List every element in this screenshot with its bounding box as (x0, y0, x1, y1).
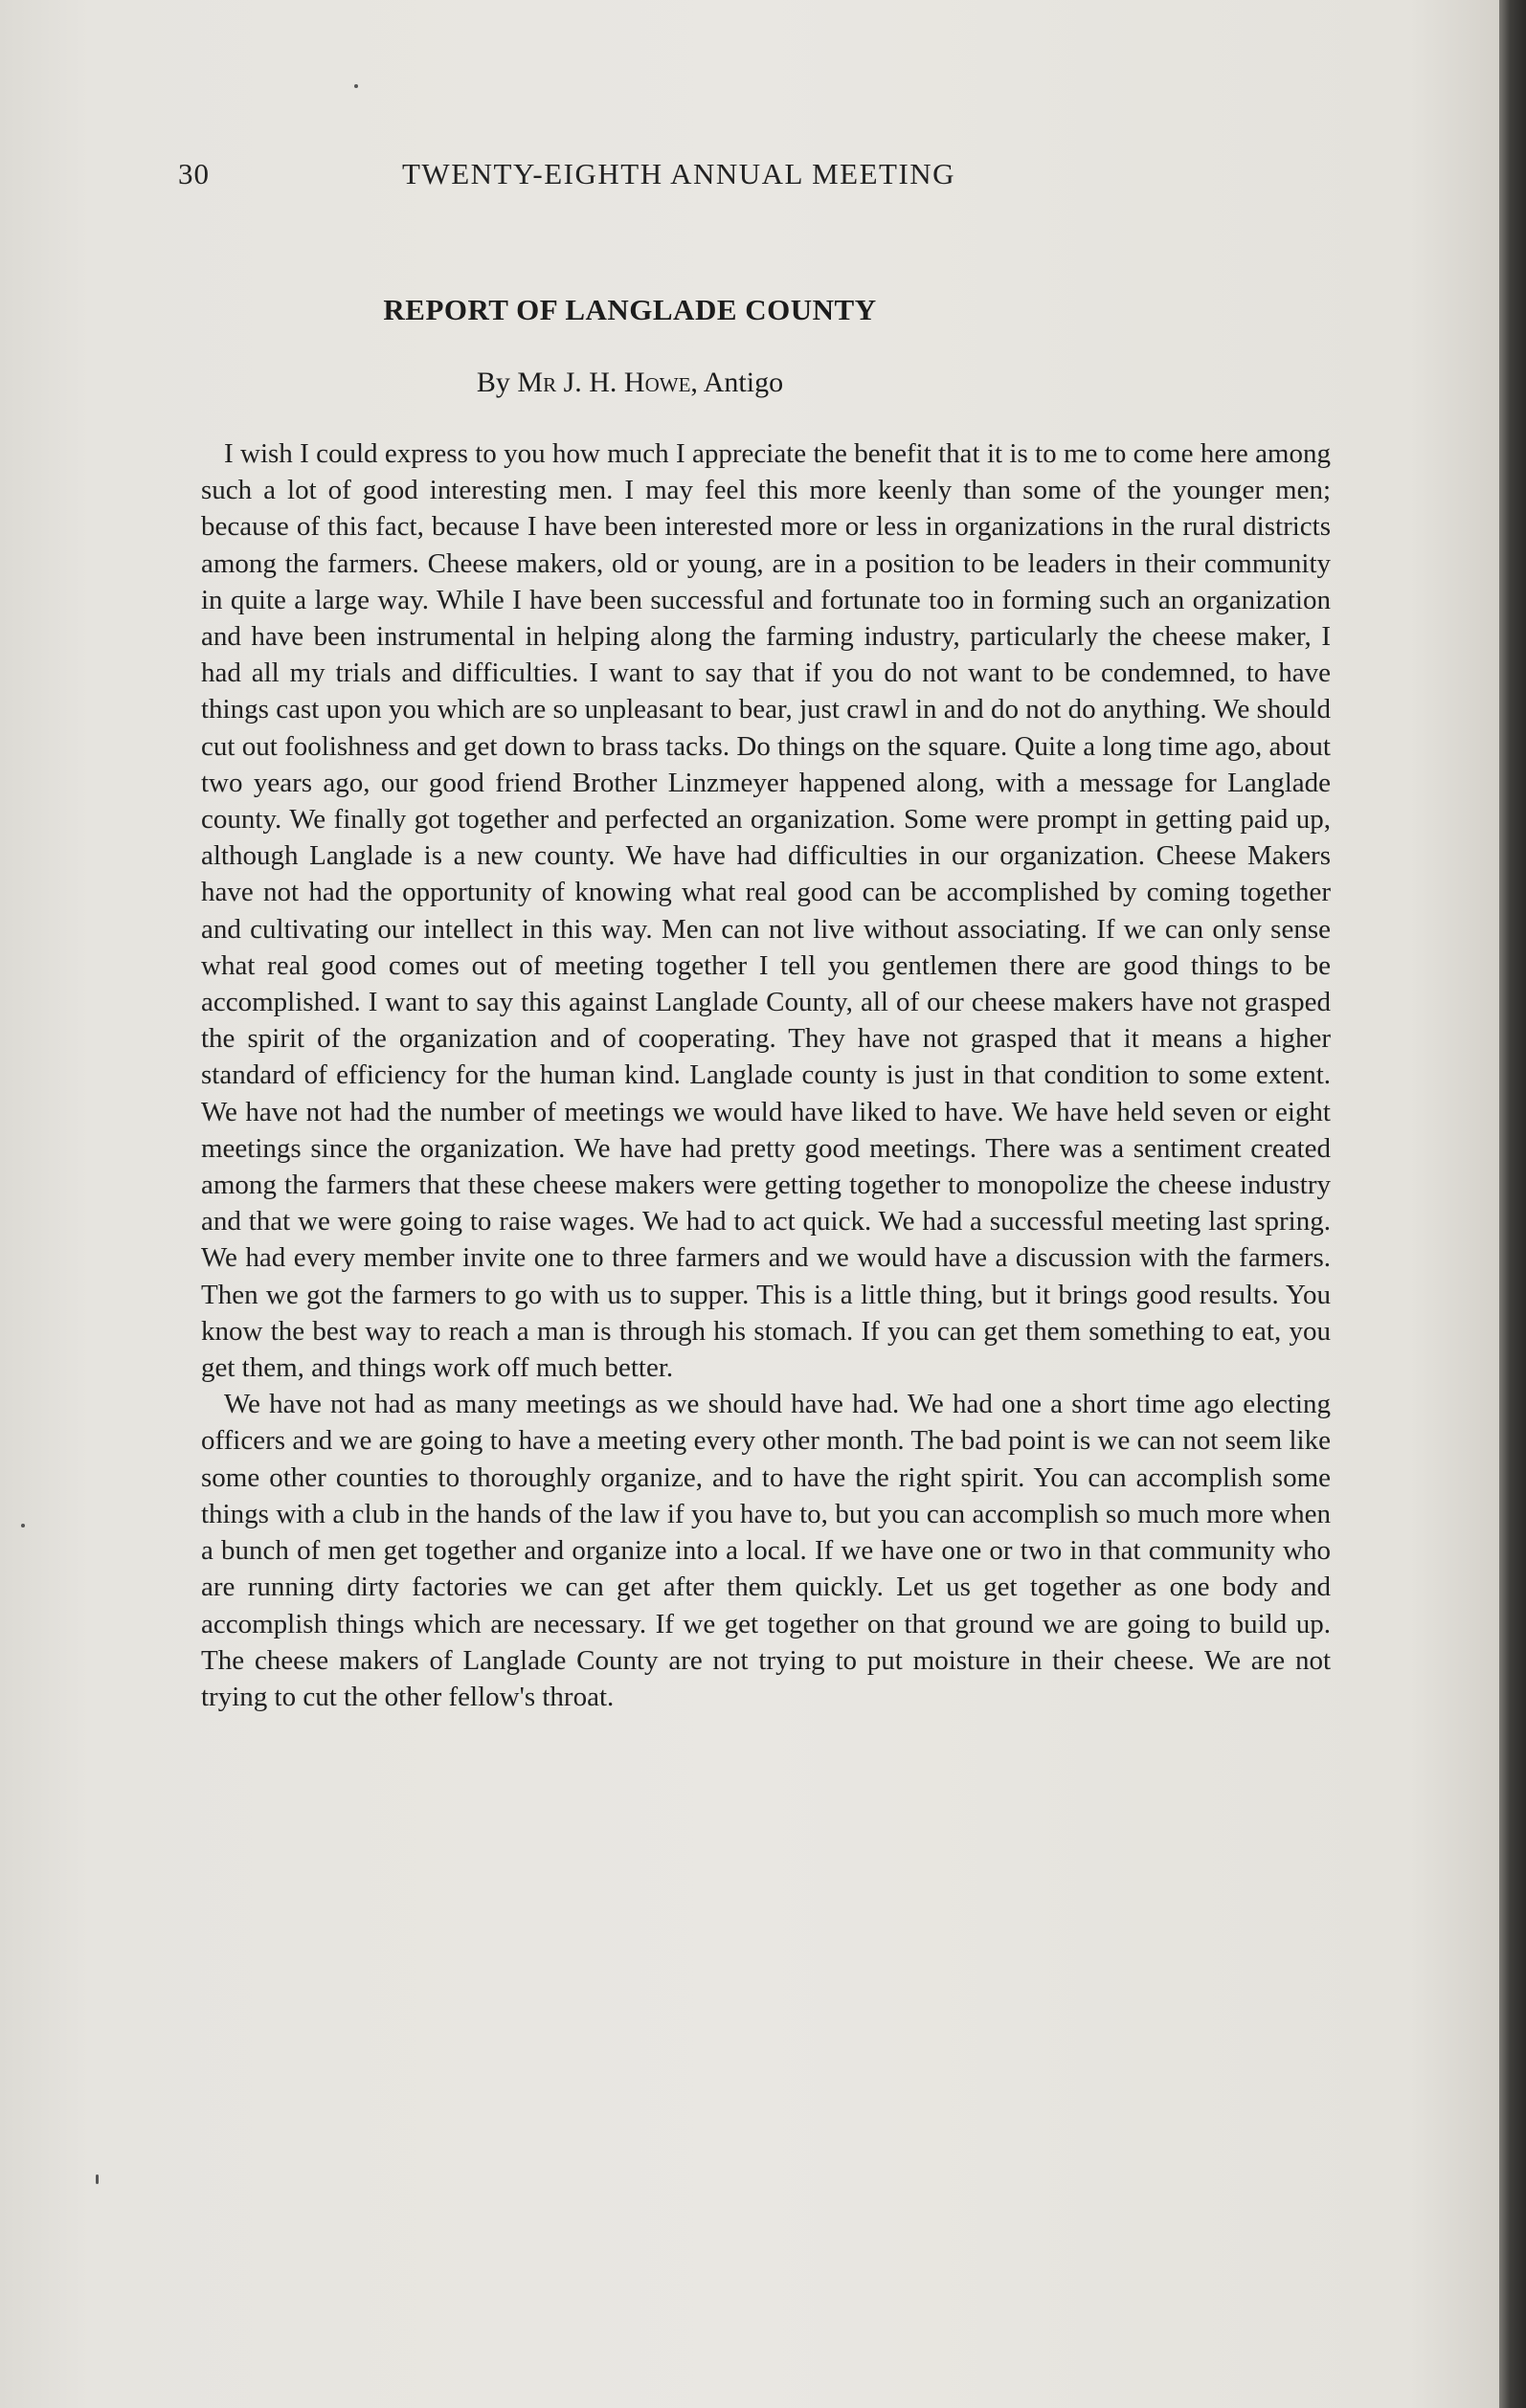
byline-place: , Antigo (690, 367, 784, 398)
byline (178, 367, 1082, 399)
article-body (201, 435, 1331, 1715)
scan-speck (96, 2174, 99, 2184)
byline-prefix: By (476, 367, 510, 398)
scan-speck (354, 84, 358, 88)
article-title: REPORT OF LANGLADE COUNTY (383, 293, 877, 326)
running-head-title: TWENTY-EIGHTH ANNUAL MEETING (402, 157, 956, 190)
page-edge-shadow (1499, 0, 1526, 2408)
scan-speck (21, 1524, 25, 1527)
paragraph-2: We have not had as many meetings as we should have had. We had one a short time ago electing officers and we are going to have a meeting every other month. The bad point is we can not seem like some other counties to thoroughly organize, and to have the right spirit. You can accomplish some things with a club in the hands of the law if you have to, but you can accomplish so much more when a bunch of men get together and organize into a local. If we have one or two in that community who are running dirty factories we can get after them quickly. Let us get together as one body and accomplish things which are necessary. If we get together on that ground we are going to build up. The cheese makers of Langlade County are not trying to put moisture in their cheese. We are not trying to cut the other fellow's throat. (201, 1389, 1331, 1712)
byline-author: Mr J. H. Howe (517, 367, 691, 398)
page-number: 30 (178, 157, 210, 190)
running-head (178, 157, 1082, 199)
paragraph-1: I wish I could express to you how much I appreciate the benefit that it is to me to come here among such a lot of good interesting men. I may feel this more keenly than some of the younger men; because of this fact, because I have been interested more or less in organizations in the rural districts among the farmers. Cheese makers, old or young, are in a position to be leaders in their community in quite a large way. While I have been successful and fortunate too in forming such an organization and have been instrumental in helping along the farming industry, particularly the cheese maker, I had all my trials and difficulties. I want to say that if you do not want to be condemned, to have things cast upon you which are so unpleasant to bear, just crawl in and do not do anything. We should cut out foolishness and get down to brass tacks. Do things on the square. Quite a long time ago, about two years ago, our good friend Brother Linzmeyer happened along, with a message for Langlade county. We finally got together and perfected an organization. Some were prompt in getting paid up, although Langlade is a new county. We have had difficulties in our organization. Cheese Makers have not had the opportunity of knowing what real good can be accomplished by coming together and cultivating our intellect in this way. Men can not live without associating. If we can only sense what real good comes out of meeting together I tell you gentlemen there are good things to be accomplished. I want to say this against Langlade County, all of our cheese makers have not grasped the spirit of the organization and of cooperating. They have not grasped that it means a higher standard of efficiency for the human kind. Langlade county is just in that condition to some extent. We have not had the number of meetings we would have liked to have. We have held seven or eight meetings since the organization. We have had pretty good meetings. There was a sentiment created among the farmers that these cheese makers were getting together to monopolize the cheese industry and that we were going to raise wages. We had to act quick. We had a successful meeting last spring. We had every member invite one to three farmers and we would have a discussion with the farmers. Then we got the farmers to go with us to supper. This is a little thing, but it brings good results. You know the best way to reach a man is through his stomach. If you can get them something to eat, you get them, and things work off much better. (201, 438, 1331, 1384)
